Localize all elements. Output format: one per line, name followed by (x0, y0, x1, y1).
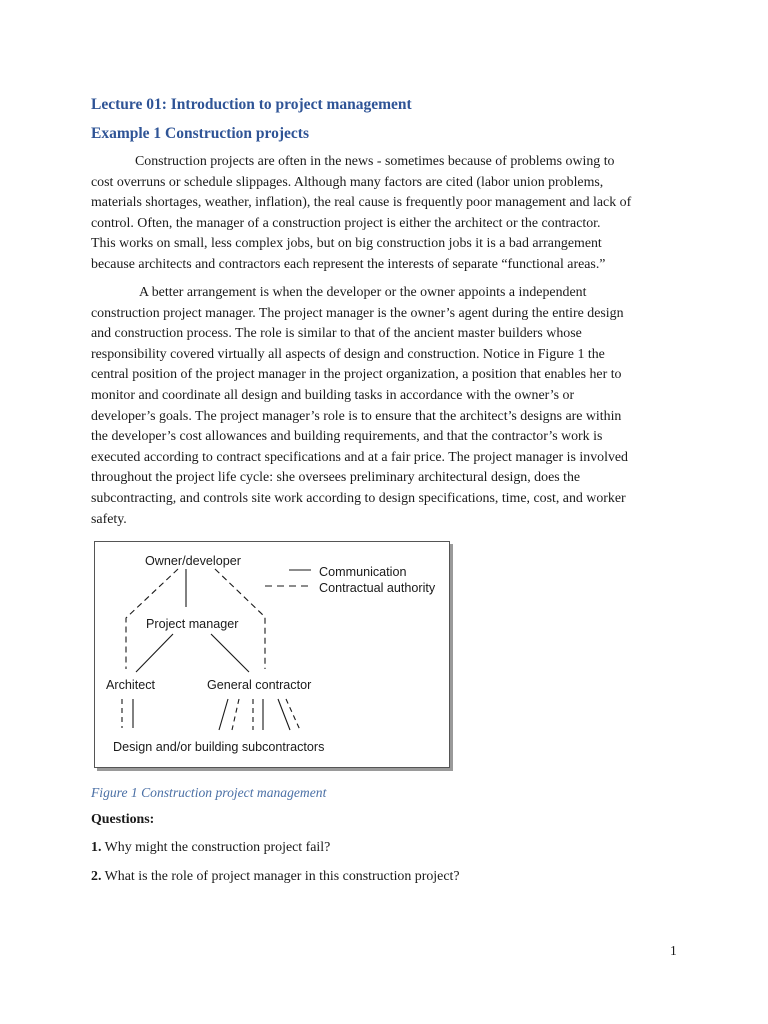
paragraph-line: subcontracting, and controls site work according to design specifications, time, cost, and worker (91, 490, 626, 506)
paragraph-line: safety. (91, 511, 127, 527)
node-subcontractors: Design and/or building subcontractors (113, 740, 325, 754)
paragraph-line: A better arrangement is when the developer or the owner appoints a independent (139, 285, 587, 300)
figure-caption: Figure 1 Construction project management (91, 785, 327, 800)
paragraph-line: cost overruns or schedule slippages. Although many factors are cited (labor union problems, (91, 174, 604, 190)
paragraph-1 (91, 152, 687, 276)
node-owner: Owner/developer (145, 554, 241, 568)
paragraph-line: control. Often, the manager of a construction project is either the architect or the contractor. (91, 215, 601, 231)
contractor-sub-link-3 (278, 699, 290, 730)
contractor-sub-link-1 (219, 699, 228, 730)
questions-heading: Questions: (91, 812, 155, 827)
paragraph-line: responsibility covered virtually all aspects of design and construction. Notice in Figure 1 the (91, 346, 605, 362)
node-project-manager: Project manager (146, 617, 239, 631)
paragraph-line: monitor and coordinate all design and building tasks in accordance with the owner’s or (91, 387, 575, 403)
paragraph-line: because architects and contractors each represent the interests of separate “functional areas.” (91, 256, 606, 272)
org-chart-diagram (95, 542, 449, 767)
paragraph-line: construction project manager. The project manager is the owner’s agent during the entire design (91, 305, 624, 321)
example-heading: Example 1 Construction projects (91, 125, 309, 142)
question-2 (91, 869, 460, 885)
paragraph-line: Construction projects are often in the news - sometimes because of problems owing to (135, 154, 615, 169)
pm-contractor-link (211, 634, 249, 672)
question-text: Why might the construction project fail? (104, 840, 331, 855)
paragraph-line: materials shortages, weather, inflation), the real cause is frequently poor management and lack of (91, 195, 632, 211)
node-general-contractor: General contractor (207, 678, 312, 692)
paragraph-line: and construction process. The role is similar to that of the ancient master builders whose (91, 326, 582, 342)
paragraph-line: the developer’s cost allowances and building requirements, and that the contractor’s work is (91, 429, 603, 445)
legend-contractual-label: Contractual authority (319, 581, 436, 595)
pm-architect-link (136, 634, 173, 672)
contractor-sub-contract-link-1 (232, 699, 239, 730)
question-1 (91, 840, 330, 856)
node-architect: Architect (106, 678, 155, 692)
paragraph-line: central position of the project manager in the project organization, a position that enables her to (91, 367, 622, 383)
paragraph-2 (91, 283, 687, 530)
paragraph-line: executed according to contract specifications and at a fair price. The project manager is involved (91, 449, 629, 465)
legend-communication-label: Communication (319, 565, 407, 579)
question-number: 1. (91, 840, 102, 855)
org-chart-figure (94, 541, 450, 768)
paragraph-line: throughout the project life cycle: she oversees preliminary architectural design, does the (91, 470, 581, 486)
question-number: 2. (91, 869, 102, 884)
lecture-title: Lecture 01: Introduction to project management (91, 96, 412, 113)
paragraph-line: This works on small, less complex jobs, but on big construction jobs it is a bad arrangement (91, 236, 602, 252)
question-text: What is the role of project manager in this construction project? (104, 869, 460, 884)
paragraph-line: developer’s goals. The project manager’s role is to ensure that the architect’s designs are within (91, 408, 622, 424)
page-number: 1 (670, 943, 677, 958)
